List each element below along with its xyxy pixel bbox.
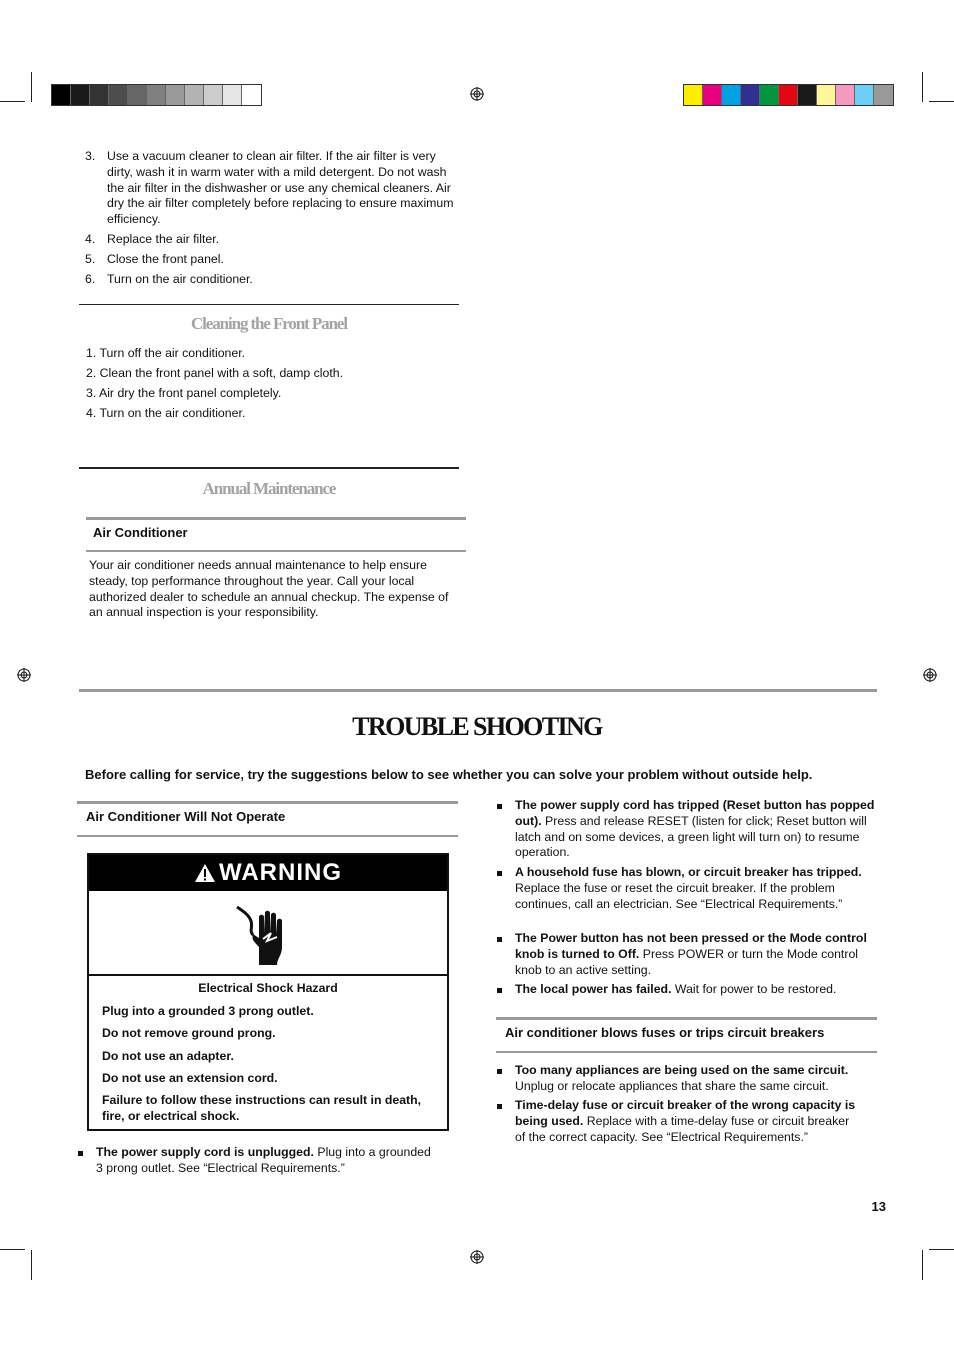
warning-divider xyxy=(89,974,447,976)
subheading-rule-top xyxy=(86,517,466,520)
bullet-square-icon xyxy=(497,1104,502,1109)
section2-heading: Air conditioner blows fuses or trips circuit breakers xyxy=(505,1025,825,1040)
crop-mark xyxy=(0,1249,25,1250)
warning-label: WARNING xyxy=(219,859,342,886)
color-swatch xyxy=(128,85,147,105)
bullet-square-icon xyxy=(78,1151,83,1156)
section-divider xyxy=(79,304,459,305)
filter-step: 5. Close the front panel. xyxy=(85,252,224,266)
color-swatch xyxy=(52,85,71,105)
subheading-rule-bottom xyxy=(77,835,458,837)
section-divider xyxy=(79,467,459,469)
filter-step: 6. Turn on the air conditioner. xyxy=(85,272,253,286)
section1-heading: Air Conditioner Will Not Operate xyxy=(86,809,286,824)
subheading-rule-bottom xyxy=(86,550,466,552)
color-swatch xyxy=(779,85,798,105)
color-swatch xyxy=(722,85,741,105)
warning-line: Failure to follow these instructions can result in death, fire, or electrical shock. xyxy=(102,1093,422,1123)
warning-line: Plug into a grounded 3 prong outlet. xyxy=(102,1004,314,1018)
color-swatch xyxy=(166,85,185,105)
bullet-square-icon xyxy=(497,988,502,993)
filter-step: 3. Use a vacuum cleaner to clean air filter. If the air filter is very dirty, wash it in warm water with a mild detergent. Do not wash the air filter in the dishwasher or use any chemical cleaners. Air dry the air filter completely before replacing to ensure maximum efficiency. xyxy=(85,149,454,227)
color-swatch xyxy=(185,85,204,105)
list-item: Too many appliances are being used on the same circuit. Unplug or relocate appliances that share the same circuit. xyxy=(497,1063,875,1095)
color-swatch xyxy=(684,85,703,105)
crop-mark xyxy=(929,1249,954,1250)
cleaning-step: 1. Turn off the air conditioner. xyxy=(86,346,246,360)
list-item: The Power button has not been pressed or the Mode control knob is turned to Off. Press POWER or turn the Mode control knob to an active setting. xyxy=(497,931,875,978)
annual-paragraph: Your air conditioner needs annual maintenance to help ensure steady, top performance throughout the year. Call your local authorized dealer to schedule an annual checkup. The expense of an annual inspection is your responsibility. xyxy=(89,558,449,620)
list-item: The power supply cord has tripped (Reset button has popped out). Press and release RESET (listen for click; Reset button will latch and on some devices, a green light will turn on) to resume operation. xyxy=(497,798,875,861)
warning-triangle-icon xyxy=(194,863,216,883)
troubleshooting-top-rule xyxy=(79,689,877,692)
crop-mark xyxy=(922,1250,923,1280)
filter-step: 4. Replace the air filter. xyxy=(85,232,220,246)
warning-line: Do not remove ground prong. xyxy=(102,1026,276,1040)
warning-header xyxy=(89,855,447,891)
color-swatch xyxy=(798,85,817,105)
process-color-bar xyxy=(683,84,894,106)
bullet-square-icon xyxy=(497,1069,502,1074)
subheading-rule-top xyxy=(77,801,458,804)
color-swatch xyxy=(90,85,109,105)
color-swatch xyxy=(836,85,855,105)
color-swatch xyxy=(242,85,261,105)
page-number: 13 xyxy=(871,1199,886,1214)
color-swatch xyxy=(855,85,874,105)
crop-mark xyxy=(0,101,25,102)
registration-mark-icon xyxy=(470,1250,484,1264)
color-swatch xyxy=(204,85,223,105)
cleaning-step: 4. Turn on the air conditioner. xyxy=(86,406,246,420)
color-swatch xyxy=(741,85,760,105)
warning-box xyxy=(87,853,449,1131)
bullet-square-icon xyxy=(497,871,502,876)
annual-subheading: Air Conditioner xyxy=(93,525,188,540)
bullet-square-icon xyxy=(497,937,502,942)
registration-mark-icon xyxy=(470,87,484,101)
list-item: The power supply cord is unplugged. Plug into a grounded 3 prong outlet. See “Electrical Requirements.” xyxy=(78,1145,438,1177)
grayscale-color-bar xyxy=(51,84,262,106)
color-swatch xyxy=(223,85,242,105)
list-item: The local power has failed. Wait for power to be restored. xyxy=(497,982,875,998)
troubleshooting-intro: Before calling for service, try the suggestions below to see whether you can solve your problem without outside help. xyxy=(85,767,813,782)
registration-mark-icon xyxy=(923,668,937,682)
registration-mark-icon xyxy=(17,668,31,682)
subheading-rule-bottom xyxy=(496,1051,877,1053)
annual-section-title: Annual Maintenance xyxy=(202,479,336,498)
bullet-square-icon xyxy=(497,804,502,809)
color-swatch xyxy=(109,85,128,105)
crop-mark xyxy=(31,72,32,102)
cleaning-step: 3. Air dry the front panel completely. xyxy=(86,386,282,400)
troubleshooting-title: TROUBLE SHOOTING xyxy=(352,712,602,741)
list-item: Time-delay fuse or circuit breaker of the wrong capacity is being used. Replace with a time-delay fuse or circuit breaker of the correct capacity. See “Electrical Requirements.” xyxy=(497,1098,857,1145)
hazard-title: Electrical Shock Hazard xyxy=(198,981,338,995)
crop-mark xyxy=(31,1250,32,1280)
crop-mark xyxy=(922,72,923,102)
electrical-shock-hand-icon xyxy=(229,899,299,969)
crop-mark xyxy=(929,101,954,102)
subheading-rule-top xyxy=(496,1017,877,1020)
color-swatch xyxy=(874,85,893,105)
cleaning-step: 2. Clean the front panel with a soft, damp cloth. xyxy=(86,366,344,380)
color-swatch xyxy=(71,85,90,105)
list-item: A household fuse has blown, or circuit breaker has tripped. Replace the fuse or reset the circuit breaker. If the problem continues, call an electrician. See “Electrical Requirements.” xyxy=(497,865,875,912)
cleaning-section-title: Cleaning the Front Panel xyxy=(190,314,348,333)
warning-line: Do not use an extension cord. xyxy=(102,1071,278,1085)
color-swatch xyxy=(703,85,722,105)
color-swatch xyxy=(147,85,166,105)
warning-line: Do not use an adapter. xyxy=(102,1049,234,1063)
color-swatch xyxy=(817,85,836,105)
color-swatch xyxy=(760,85,779,105)
